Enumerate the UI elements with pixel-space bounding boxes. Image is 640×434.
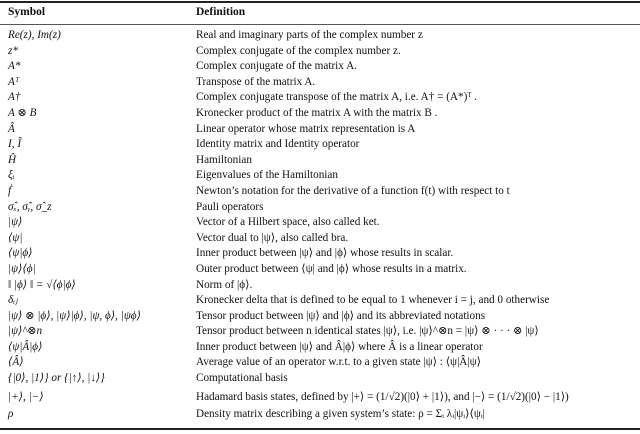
table-row (0, 28, 640, 44)
table-row (0, 324, 640, 340)
table-row (0, 153, 640, 169)
definition-cell: Inner product between |ψ⟩ and Â|ϕ⟩ where Â is a linear operator (196, 340, 483, 353)
definition-cell: Kronecker delta that is defined to be equal to 1 whenever i = j, and 0 otherwise (196, 294, 550, 307)
table-row (0, 200, 640, 216)
symbol-cell: |ψ⟩ (8, 216, 23, 229)
table-row (0, 340, 640, 356)
table-row (0, 215, 640, 231)
table-row (0, 168, 640, 184)
symbol-cell: Re(z), Im(z) (8, 29, 61, 41)
symbol-cell: Ĥ (8, 153, 17, 166)
top-rule (0, 1, 640, 3)
symbol-cell: |ψ⟩⟨ϕ| (8, 262, 36, 275)
definition-cell: Computational basis (196, 372, 288, 385)
table-row (0, 75, 640, 91)
definition-cell: Real and imaginary parts of the complex number z (196, 29, 423, 41)
definition-cell: Hadamard basis states, defined by |+⟩ = (1/√2)(|0⟩ + |1⟩), and |−⟩ = (1/√2)(|0⟩ − |1⟩) (196, 390, 569, 403)
symbol-cell: Â (8, 122, 15, 135)
definition-cell: Complex conjugate of the matrix A. (196, 60, 357, 73)
symbol-cell: ⟨ψ| (8, 231, 23, 244)
table-row (0, 278, 640, 294)
definition-cell: Outer product between ⟨ψ| and |ϕ⟩ whose results in a matrix. (196, 262, 467, 275)
definition-cell: Average value of an operator w.r.t. to a given state |ψ⟩ : ⟨ψ|Â|ψ⟩ (196, 356, 481, 369)
table-row (0, 122, 640, 138)
symbol-cell: ξᵢ (8, 169, 15, 182)
symbol-cell: z* (8, 44, 18, 57)
symbol-cell: |ψ⟩ ⊗ |ϕ⟩, |ψ⟩|ϕ⟩, |ψ, ϕ⟩, |ψϕ⟩ (8, 309, 141, 322)
header-rule (0, 24, 640, 25)
table-body (0, 28, 640, 422)
symbol-cell: I, Î (8, 138, 22, 151)
symbol-cell: ⟨ψ|Â|ϕ⟩ (8, 340, 43, 353)
header-symbol: Symbol (8, 6, 46, 18)
symbol-cell: |ψ⟩^⊗n (8, 325, 43, 338)
table-row (0, 59, 640, 75)
symbol-cell: A ⊗ B (8, 106, 37, 119)
definition-cell: Vector of a Hilbert space, also called ket. (196, 216, 380, 229)
symbol-cell: ⟨ψ|ϕ⟩ (8, 247, 33, 260)
table-row (0, 355, 640, 371)
definition-cell: Transpose of the matrix A. (196, 75, 316, 88)
table-row (0, 387, 640, 407)
table-row (0, 231, 640, 247)
table-row (0, 293, 640, 309)
table-row (0, 184, 640, 200)
definition-cell: Newton’s notation for the derivative of a function f(t) with respect to t (196, 184, 510, 197)
symbol-cell: {|0⟩, |1⟩} or {|↑⟩, |↓⟩} (8, 372, 105, 385)
table-row (0, 309, 640, 325)
definition-cell: Tensor product between n identical states |ψ⟩, i.e. |ψ⟩^⊗n = |ψ⟩ ⊗ · · · ⊗ |ψ⟩ (196, 325, 539, 338)
definition-cell: Eigenvalues of the Hamiltonian (196, 169, 338, 182)
table-row (0, 106, 640, 122)
table-row (0, 137, 640, 153)
symbol-cell: |+⟩, |−⟩ (8, 390, 44, 403)
table-row (0, 407, 640, 423)
symbol-cell: σ̂ₓ, σ̂ᵧ, σ̂_z (8, 200, 52, 213)
definition-cell: Complex conjugate transpose of the matrix A, i.e. A† = (A*)ᵀ . (196, 91, 477, 104)
table-row (0, 262, 640, 278)
symbol-cell: Aᵀ (8, 75, 20, 88)
table-row (0, 371, 640, 387)
symbol-cell: ḟ (8, 184, 12, 197)
bottom-rule (0, 428, 640, 430)
definition-cell: Inner product between |ψ⟩ and |ϕ⟩ whose results in scalar. (196, 247, 454, 260)
table-row (0, 246, 640, 262)
symbol-cell: A† (8, 91, 21, 104)
symbol-cell: ⟨Â⟩ (8, 356, 24, 369)
definition-cell: Norm of |ϕ⟩. (196, 278, 253, 291)
symbol-cell: ‖ |ϕ⟩ ‖ = √⟨ϕ|ϕ⟩ (8, 278, 76, 291)
symbol-cell: A* (8, 60, 21, 73)
definition-cell: Complex conjugate of the complex number z. (196, 44, 401, 57)
definition-cell: Density matrix describing a given system’s state: ρ = Σᵢ λᵢ|ψᵢ⟩⟨ψᵢ| (196, 407, 485, 420)
header-definition: Definition (196, 6, 246, 18)
definition-cell: Kronecker product of the matrix A with the matrix B . (196, 106, 438, 119)
table-row (0, 90, 640, 106)
definition-cell: Identity matrix and Identity operator (196, 138, 360, 151)
definition-cell: Tensor product between |ψ⟩ and |ϕ⟩ and its abbreviated notations (196, 309, 486, 322)
definition-cell: Vector dual to |ψ⟩, also called bra. (196, 231, 349, 244)
definition-cell: Linear operator whose matrix representation is A (196, 122, 416, 135)
definition-cell: Pauli operators (196, 200, 264, 213)
definition-cell: Hamiltonian (196, 153, 252, 166)
table-row (0, 44, 640, 60)
symbol-cell: ρ (8, 407, 14, 420)
symbol-cell: δᵢⱼ (8, 294, 18, 307)
